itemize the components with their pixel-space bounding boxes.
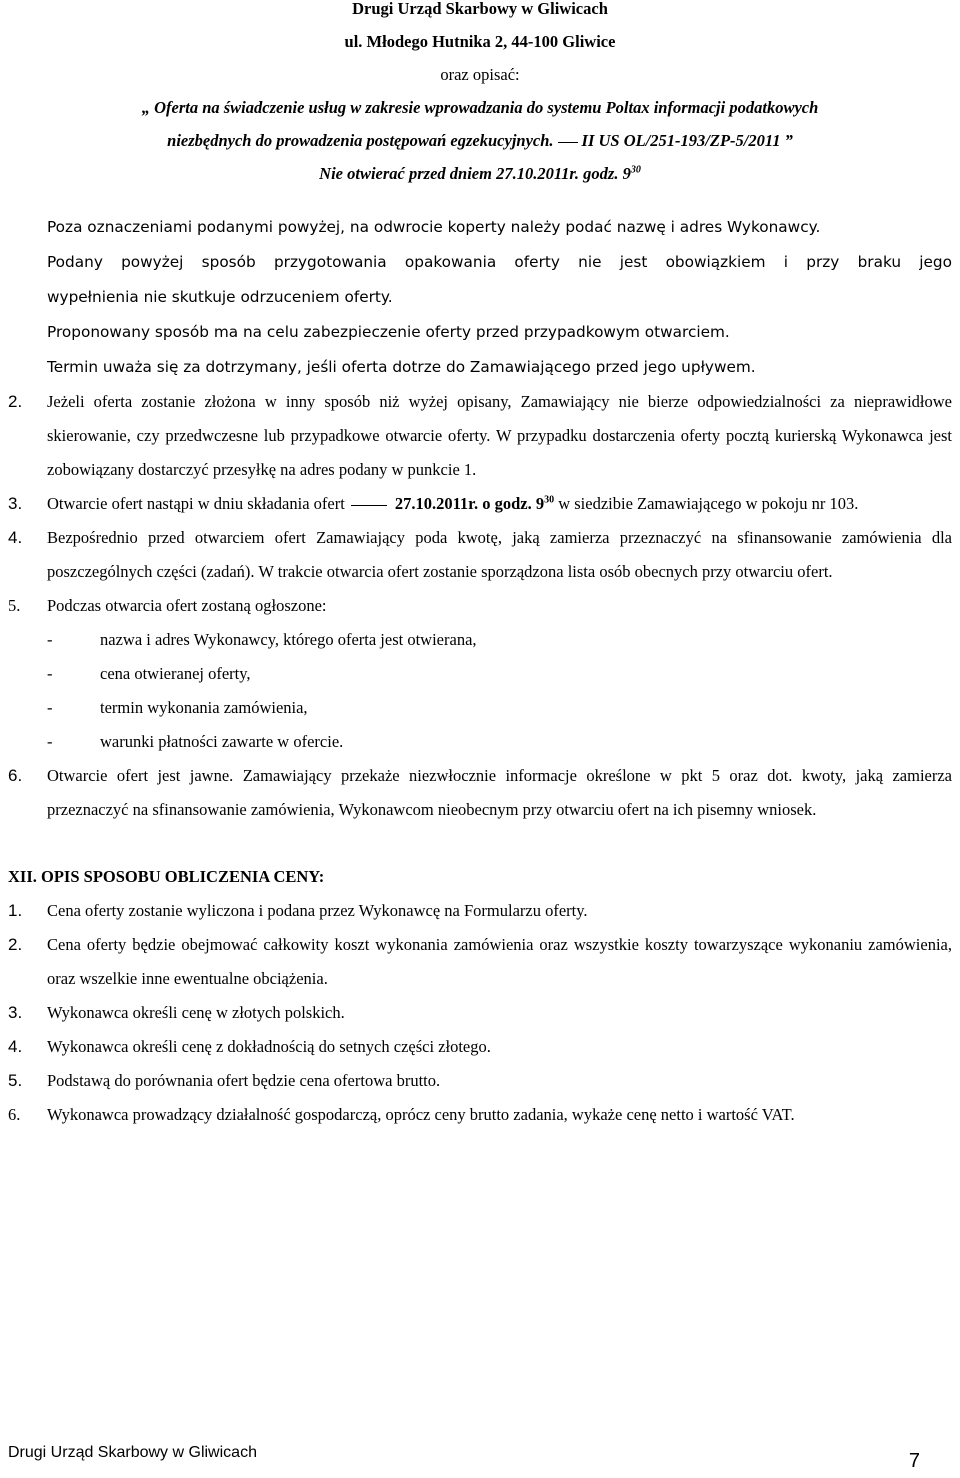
- item-number: 2.: [8, 935, 23, 954]
- item-text: Podczas otwarcia ofert zostaną ogłoszone:: [47, 596, 327, 615]
- item-number: 5.: [8, 596, 21, 615]
- dash-mark: [558, 142, 578, 143]
- item-text: [47, 487, 952, 521]
- section-title: XII. OPIS SPOSOBU OBLICZENIA CENY:: [8, 867, 325, 886]
- item-number: 5.: [8, 1071, 23, 1090]
- note-packaging-1: Podany powyżej sposób przygotowania opakowania oferty nie jest obowiązkiem i przy braku jego: [47, 253, 952, 271]
- list-item-2: [0, 385, 960, 487]
- dash-mark: -: [47, 664, 53, 683]
- price-item-4: [0, 1030, 960, 1064]
- note-envelope: Poza oznaczeniami podanymi powyżej, na odwrocie koperty należy podać nazwę i adres Wykonawcy.: [47, 218, 821, 236]
- page-number: 7: [908, 1450, 920, 1472]
- describe-label: oraz opisać:: [440, 65, 520, 84]
- list-item-6: [0, 759, 960, 827]
- dash-item: [0, 657, 960, 691]
- item-text: Cena oferty zostanie wyliczona i podana przez Wykonawcę na Formularzu oferty.: [47, 901, 588, 920]
- no-open-date: 27.10.2011r. godz. 9: [496, 164, 631, 183]
- dash-item: [0, 691, 960, 725]
- price-item-1: [0, 894, 960, 928]
- offer-title-line2: [0, 124, 960, 157]
- no-open-prefix: Nie otwierać przed dniem: [319, 164, 497, 183]
- item-text: Cena oferty będzie obejmować całkowity koszt wykonania zamówienia oraz wszystkie koszty towarzyszące wykonaniu zamówienia, oraz wszelkie inne ewentualne obciążenia.: [47, 935, 952, 988]
- dash-item-text: nazwa i adres Wykonawcy, którego oferta jest otwierana,: [100, 630, 477, 649]
- item-number: 3.: [8, 1003, 23, 1022]
- opening-place: w siedzibie Zamawiającego w pokoju nr 103.: [554, 494, 859, 513]
- item-text: Wykonawca prowadzący działalność gospodarczą, oprócz ceny brutto zadania, wykaże cenę netto i wartość VAT.: [47, 1105, 795, 1124]
- note-deadline: Termin uważa się za dotrzymany, jeśli oferta dotrze do Zamawiającego przed jego upływem.: [47, 358, 756, 376]
- price-item-3: [0, 996, 960, 1030]
- dash-mark: -: [47, 732, 53, 751]
- dash-mark: [351, 505, 387, 506]
- offer-title-line1: „ Oferta na świadczenie usług w zakresie wprowadzania do systemu Poltax informacji podatkowych: [141, 98, 819, 117]
- no-open-minutes: 30: [630, 164, 641, 176]
- item-number: 6.: [8, 766, 23, 785]
- item-number: 3.: [8, 494, 23, 513]
- note-packaging-2: wypełnienia nie skutkuje odrzuceniem oferty.: [47, 288, 393, 306]
- dash-item: [0, 725, 960, 759]
- page-footer: [8, 1438, 920, 1476]
- list-item-4: [0, 521, 960, 589]
- price-item-5: [0, 1064, 960, 1098]
- dash-item-text: termin wykonania zamówienia,: [100, 698, 308, 717]
- list-item-3: [0, 487, 960, 521]
- dash-item-text: cena otwieranej oferty,: [100, 664, 251, 683]
- price-item-6: [0, 1098, 960, 1132]
- item-text: Bezpośrednio przed otwarciem ofert Zamawiający poda kwotę, jaką zamierza przeznaczyć na sfinansowanie zamówienia dla poszczególnych części (zadań). W trakcie otwarcia ofert zostanie sporządzona lista osób obecnych przy otwarciu ofert.: [47, 528, 952, 581]
- item-number: 4.: [8, 1037, 23, 1056]
- office-address: ul. Młodego Hutnika 2, 44-100 Gliwice: [344, 32, 616, 51]
- item-text: Otwarcie ofert jest jawne. Zamawiający przekaże niezwłocznie informacje określone w pkt 5 oraz dot. kwoty, jaką zamierza przeznaczyć na sfinansowanie zamówienia, Wykonawcom nieobecnym przy otwarciu ofert na ich pisemny wniosek.: [47, 766, 952, 819]
- footer-office: Drugi Urząd Skarbowy w Gliwicach: [8, 1444, 257, 1461]
- case-number: II US OL/251-193/ZP-5/2011 ”: [581, 131, 793, 150]
- office-name: Drugi Urząd Skarbowy w Gliwicach: [352, 0, 608, 18]
- item-number: 6.: [8, 1105, 21, 1124]
- opening-minutes: 30: [544, 494, 555, 506]
- item-number: 1.: [8, 901, 23, 920]
- item-text: Jeżeli oferta zostanie złożona w inny sposób niż wyżej opisany, Zamawiający nie bierze odpowiedzialności za nieprawidłowe skierowanie, czy przedwczesne lub przypadkowe otwarcie oferty. W przypadku dostarczenia oferty pocztą kurierską Wykonawca jest zobowiązany dostarczyć przesyłkę na adres podany w punkcie 1.: [47, 392, 952, 479]
- list-item-5: [0, 589, 960, 623]
- item-text: Podstawą do porównania ofert będzie cena ofertowa brutto.: [47, 1071, 441, 1090]
- offer-title-text: niezbędnych do prowadzenia postępowań egzekucyjnych.: [167, 131, 554, 150]
- item-text: Wykonawca określi cenę z dokładnością do setnych części złotego.: [47, 1037, 491, 1056]
- dash-mark: -: [47, 698, 53, 717]
- price-item-2: [0, 928, 960, 996]
- item-text: Wykonawca określi cenę w złotych polskich.: [47, 1003, 345, 1022]
- note-purpose: Proponowany sposób ma na celu zabezpieczenie oferty przed przypadkowym otwarciem.: [47, 323, 730, 341]
- dash-item: [0, 623, 960, 657]
- dash-mark: -: [47, 630, 53, 649]
- opening-date: 27.10.2011r. o godz. 9: [394, 494, 545, 513]
- item-number: 2.: [8, 392, 23, 411]
- dash-item-text: warunki płatności zawarte w ofercie.: [100, 732, 344, 751]
- no-open-line: [0, 157, 960, 190]
- opening-text: Otwarcie ofert nastąpi w dniu składania ofert: [47, 494, 345, 513]
- item-number: 4.: [8, 528, 23, 547]
